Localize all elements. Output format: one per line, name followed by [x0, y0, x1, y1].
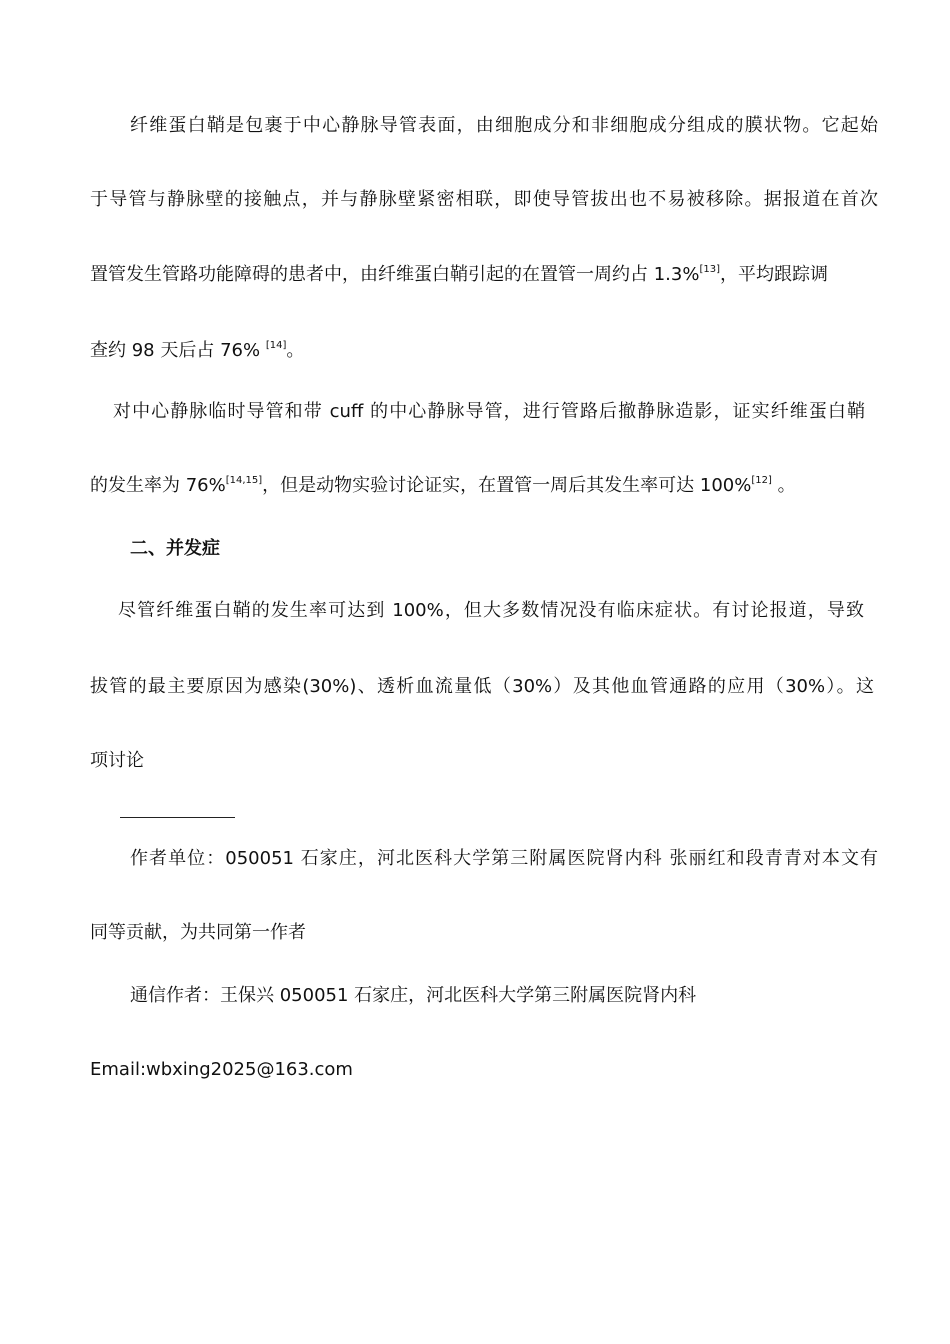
paragraph-1-line-4: [90, 339, 304, 363]
paragraph-1-line-3: [90, 263, 828, 287]
text-run: 查约 98 天后占 76%: [90, 340, 266, 361]
paragraph-2-line-2: [90, 474, 796, 498]
text-run: 置管发生管路功能障碍的患者中，由纤维蛋白鞘引起的在置管一周约占 1.3%: [90, 264, 700, 285]
paragraph-3-line-1: 尽管纤维蛋白鞘的发生率可达到 100%，但大多数情况没有临床症状。有讨论报道，导致: [118, 600, 864, 621]
text-run: 。: [286, 340, 305, 361]
citation-ref: [12]: [751, 475, 772, 486]
paragraph-3-line-2: 拔管的最主要原因为感染(30%)、透析血流量低（30%）及其他血管通路的应用（30%）。这: [90, 676, 874, 697]
paragraph-1-line-1: 纤维蛋白鞘是包裹于中心静脉导管表面，由细胞成分和非细胞成分组成的膜状物。它起始: [130, 115, 878, 136]
text-run: 。: [771, 475, 796, 496]
text-run: ，但是动物实验讨论证实，在置管一周后其发生率可达 100%: [262, 475, 752, 496]
paragraph-1-line-2: 于导管与静脉壁的接触点，并与静脉壁紧密相联，即使导管拔出也不易被移除。据报道在首次: [90, 189, 878, 210]
citation-ref: [13]: [699, 264, 720, 275]
section-heading: 二、并发症: [130, 538, 220, 559]
citation-ref: [14,15]: [225, 475, 263, 486]
text-run: ，平均跟踪调: [719, 264, 828, 285]
paragraph-2-line-1: 对中心静脉临时导管和带 cuff 的中心静脉导管，进行管路后撤静脉造影，证实纤维蛋白鞘: [113, 401, 865, 422]
text-run: 的发生率为 76%: [90, 475, 226, 496]
footnote-separator: [120, 817, 235, 818]
paragraph-3-line-3: 项讨论: [90, 750, 144, 771]
corresponding-author: 通信作者：王保兴 050051 石家庄，河北医科大学第三附属医院肾内科: [130, 985, 697, 1006]
author-unit-line-1: 作者单位：050051 石家庄，河北医科大学第三附属医院肾内科 张丽红和段青青对本文有: [130, 848, 878, 869]
author-email: Email:wbxing2025@163.com: [90, 1059, 353, 1080]
citation-ref: [14]: [265, 340, 287, 351]
author-unit-line-2: 同等贡献，为共同第一作者: [90, 922, 306, 943]
